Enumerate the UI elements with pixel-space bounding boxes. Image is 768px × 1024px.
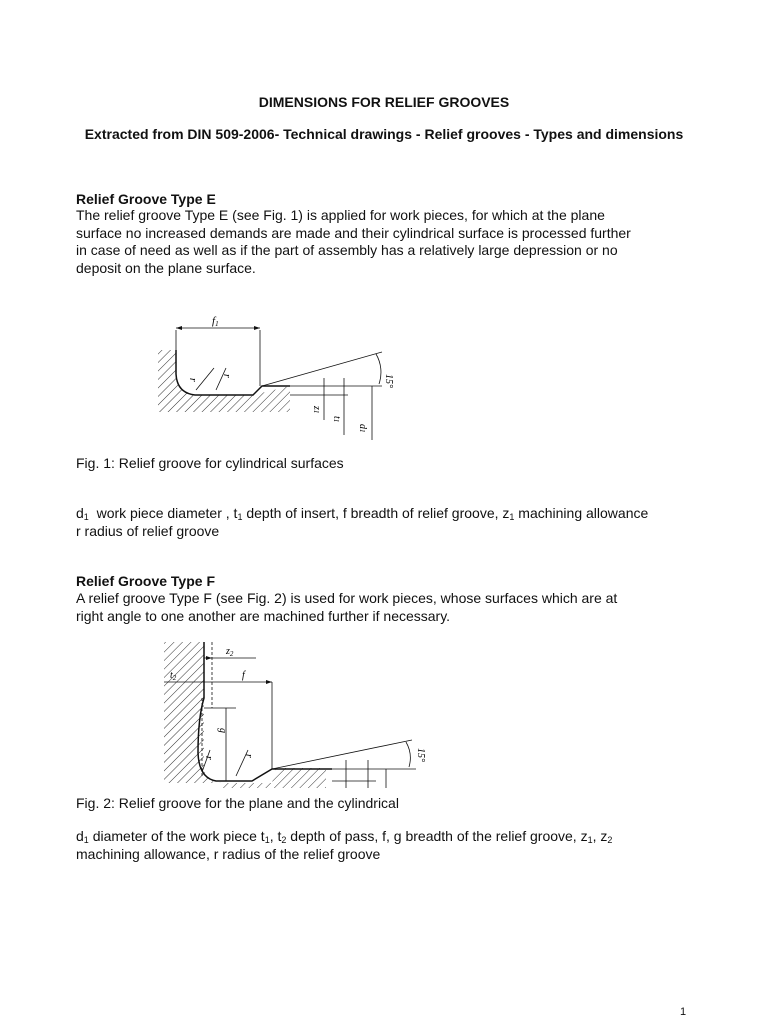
figure-2-relief-groove-f [76,638,436,793]
r-label-1: r [187,378,198,382]
angle-15-label: 15° [415,748,426,762]
type-f-description [76,590,716,625]
r-label-2: r [243,754,254,758]
z1-label: z1 [311,406,322,414]
z2-label: $z_2$ [226,646,234,658]
type-f-legend [76,828,716,863]
type-e-heading: Relief Groove Type E [76,191,216,207]
document-title: DIMENSIONS FOR RELIEF GROOVES [258,94,510,110]
document-subtitle: Extracted from DIN 509-2006- Technical drawings - Relief grooves - Types and dimensions [84,126,684,142]
g-label: g [217,728,228,733]
angle-15-label: 15° [383,374,394,388]
text-line: right angle to one another are machined further if necessary. [76,607,451,624]
f1-label: f1 [212,315,219,328]
t2-label: $t_2$ [170,670,177,682]
text-line: deposit on the plane surface. [76,259,256,276]
d1-label: d1 [357,424,368,433]
legend-line-1: $d_1$ work piece diameter , $t_1$ depth of insert, f breadth of relief groove, $z_1$ machining allowance [76,505,649,522]
f-label: f [242,670,245,681]
legend-line-2: machining allowance, r radius of the relief groove [76,845,381,862]
text-line: The relief groove Type E (see Fig. 1) is applied for work pieces, for which at the plane [76,207,605,223]
t1-label: t1 [331,416,342,423]
r-label-1: r [203,756,214,760]
figure-1-caption: Fig. 1: Relief groove for cylindrical surfaces [76,455,344,471]
legend-line-1: $d_1$ diameter of the work piece $t_1$, $t_2$ depth of pass, f, g breadth of the relief groove, $z_1$, $z_2$ [76,828,613,845]
r-label-2: r [221,374,232,378]
text-line: A relief groove Type F (see Fig. 2) is used for work pieces, whose surfaces which are at [76,590,618,606]
page-number: 1 [680,1006,687,1018]
text-line: surface no increased demands are made and their cylindrical surface is processed further [76,224,631,241]
figure-2-caption: Fig. 2: Relief groove for the plane and the cylindrical [76,795,399,811]
type-e-description [76,207,716,277]
text-line: in case of need as well as if the part of assembly has a relatively large depression or no [76,242,618,258]
figure-1-relief-groove-e [76,300,406,445]
type-e-legend [76,505,716,540]
type-f-heading: Relief Groove Type F [76,573,215,589]
legend-line-2: r radius of relief groove [76,522,220,539]
